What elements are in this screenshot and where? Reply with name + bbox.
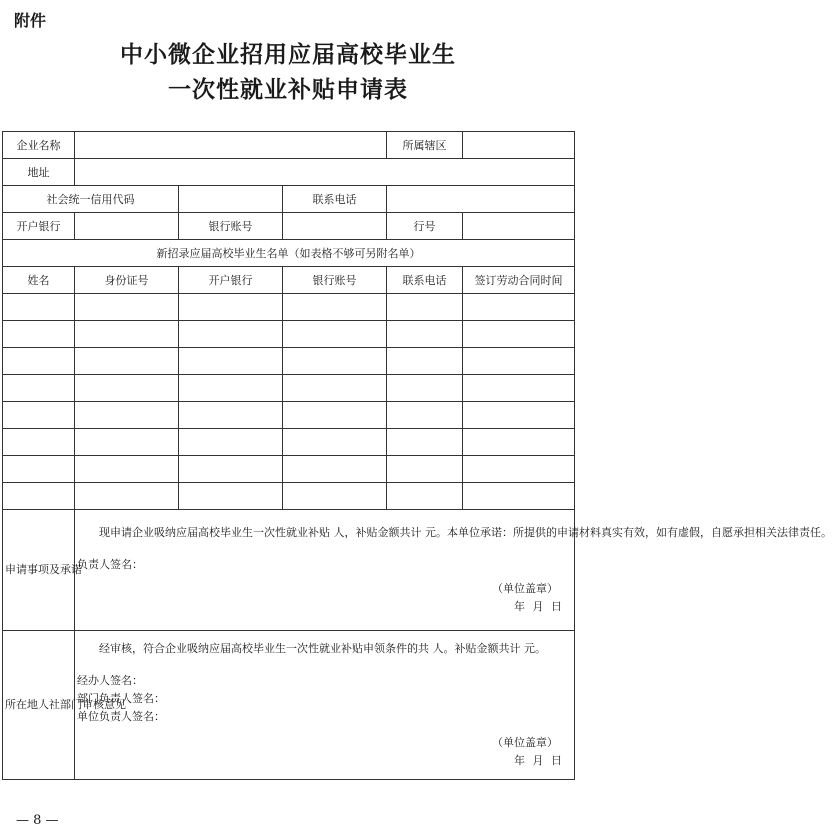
- table-cell[interactable]: [179, 456, 283, 483]
- application-label: 申请事项及承诺: [3, 510, 75, 631]
- roster-title: 新招录应届高校毕业生名单（如表格不够可另附名单）: [3, 240, 575, 267]
- bank-no-label: 行号: [387, 213, 463, 240]
- application-text: 现申请企业吸纳应届高校毕业生一次性就业补贴 人，补贴金额共计 元。本单位承诺：所提供的申请材料真实有效，如有虚假，自愿承担相关法律责任。: [99, 526, 832, 539]
- district-label: 所属辖区: [387, 132, 463, 159]
- table-cell[interactable]: [463, 294, 575, 321]
- table-cell[interactable]: [387, 375, 463, 402]
- table-cell[interactable]: [75, 429, 179, 456]
- table-cell[interactable]: [3, 429, 75, 456]
- table-cell[interactable]: [283, 375, 387, 402]
- table-row: [3, 294, 575, 321]
- col-name: 姓名: [3, 267, 75, 294]
- table-cell[interactable]: [75, 483, 179, 510]
- table-cell[interactable]: [179, 402, 283, 429]
- bank-field[interactable]: [75, 213, 179, 240]
- table-cell[interactable]: [3, 294, 75, 321]
- company-name-label: 企业名称: [3, 132, 75, 159]
- account-field[interactable]: [283, 213, 387, 240]
- table-cell[interactable]: [283, 402, 387, 429]
- district-field[interactable]: [463, 132, 575, 159]
- table-cell[interactable]: [75, 402, 179, 429]
- table-row: [3, 429, 575, 456]
- review-date: 年 月 日: [514, 754, 565, 767]
- table-cell[interactable]: [463, 402, 575, 429]
- table-cell[interactable]: [283, 294, 387, 321]
- credit-row: [3, 186, 575, 213]
- table-cell[interactable]: [179, 375, 283, 402]
- table-row: [3, 402, 575, 429]
- table-cell[interactable]: [387, 321, 463, 348]
- bank-row: [3, 213, 575, 240]
- company-name-field[interactable]: [75, 132, 387, 159]
- review-text: 经审核，符合企业吸纳应届高校毕业生一次性就业补贴申领条件的共 人。补贴金额共计 元。: [99, 642, 546, 655]
- table-row: [3, 375, 575, 402]
- table-cell[interactable]: [3, 375, 75, 402]
- table-cell[interactable]: [387, 456, 463, 483]
- phone-label: 联系电话: [283, 186, 387, 213]
- credit-code-field[interactable]: [179, 186, 283, 213]
- table-cell[interactable]: [463, 375, 575, 402]
- table-cell[interactable]: [179, 321, 283, 348]
- table-cell[interactable]: [283, 456, 387, 483]
- application-stamp: （单位盖章）: [492, 582, 559, 595]
- table-cell[interactable]: [75, 375, 179, 402]
- table-cell[interactable]: [3, 348, 75, 375]
- review-stamp: （单位盖章）: [492, 736, 559, 749]
- review-body[interactable]: [75, 631, 575, 780]
- table-cell[interactable]: [179, 294, 283, 321]
- table-row: [3, 348, 575, 375]
- table-cell[interactable]: [463, 456, 575, 483]
- form-title-line2: 一次性就业补贴申请表: [168, 76, 408, 103]
- table-cell[interactable]: [283, 483, 387, 510]
- table-cell[interactable]: [3, 456, 75, 483]
- review-label: 所在地人社部门审核意见: [3, 631, 75, 780]
- table-cell[interactable]: [463, 348, 575, 375]
- bank-label: 开户银行: [3, 213, 75, 240]
- phone-field[interactable]: [387, 186, 575, 213]
- application-signer: 负责人签名：: [77, 558, 143, 571]
- bank-no-field[interactable]: [463, 213, 575, 240]
- table-cell[interactable]: [75, 348, 179, 375]
- address-label: 地址: [3, 159, 75, 186]
- application-row: [3, 510, 575, 631]
- col-id: 身份证号: [75, 267, 179, 294]
- table-cell[interactable]: [3, 483, 75, 510]
- table-cell[interactable]: [283, 348, 387, 375]
- col-account: 银行账号: [283, 267, 387, 294]
- table-cell[interactable]: [75, 321, 179, 348]
- review-row: [3, 631, 575, 780]
- table-cell[interactable]: [387, 402, 463, 429]
- page-number: — 8 —: [16, 813, 59, 828]
- attachment-label: 附件: [14, 11, 47, 30]
- table-cell[interactable]: [387, 348, 463, 375]
- table-cell[interactable]: [463, 429, 575, 456]
- review-dept-head: 部门负责人签名：: [77, 692, 165, 705]
- table-cell[interactable]: [283, 321, 387, 348]
- table-row: [3, 483, 575, 510]
- subsidy-application-table: [2, 131, 832, 780]
- review-handler: 经办人签名：: [77, 674, 143, 687]
- table-cell[interactable]: [75, 456, 179, 483]
- roster-title-row: [3, 240, 575, 267]
- col-bank: 开户银行: [179, 267, 283, 294]
- table-cell[interactable]: [387, 483, 463, 510]
- table-cell[interactable]: [283, 429, 387, 456]
- col-contract-date: 签订劳动合同时间: [463, 267, 575, 294]
- credit-code-label: 社会统一信用代码: [3, 186, 179, 213]
- table-cell[interactable]: [3, 321, 75, 348]
- roster-header-row: [3, 267, 575, 294]
- application-body[interactable]: [75, 510, 832, 631]
- company-row: [3, 132, 575, 159]
- table-cell[interactable]: [179, 348, 283, 375]
- col-phone: 联系电话: [387, 267, 463, 294]
- table-cell[interactable]: [179, 483, 283, 510]
- table-cell[interactable]: [3, 402, 75, 429]
- review-unit-head: 单位负责人签名：: [77, 710, 165, 723]
- table-cell[interactable]: [463, 321, 575, 348]
- table-row: [3, 456, 575, 483]
- table-row: [3, 321, 575, 348]
- address-field[interactable]: [75, 159, 575, 186]
- table-cell[interactable]: [179, 429, 283, 456]
- table-cell[interactable]: [463, 483, 575, 510]
- table-cell[interactable]: [387, 294, 463, 321]
- application-date: 年 月 日: [514, 600, 565, 613]
- address-row: [3, 159, 575, 186]
- table-cell[interactable]: [387, 429, 463, 456]
- account-label: 银行账号: [179, 213, 283, 240]
- table-cell[interactable]: [75, 294, 179, 321]
- form-title-line1: 中小微企业招用应届高校毕业生: [120, 41, 456, 68]
